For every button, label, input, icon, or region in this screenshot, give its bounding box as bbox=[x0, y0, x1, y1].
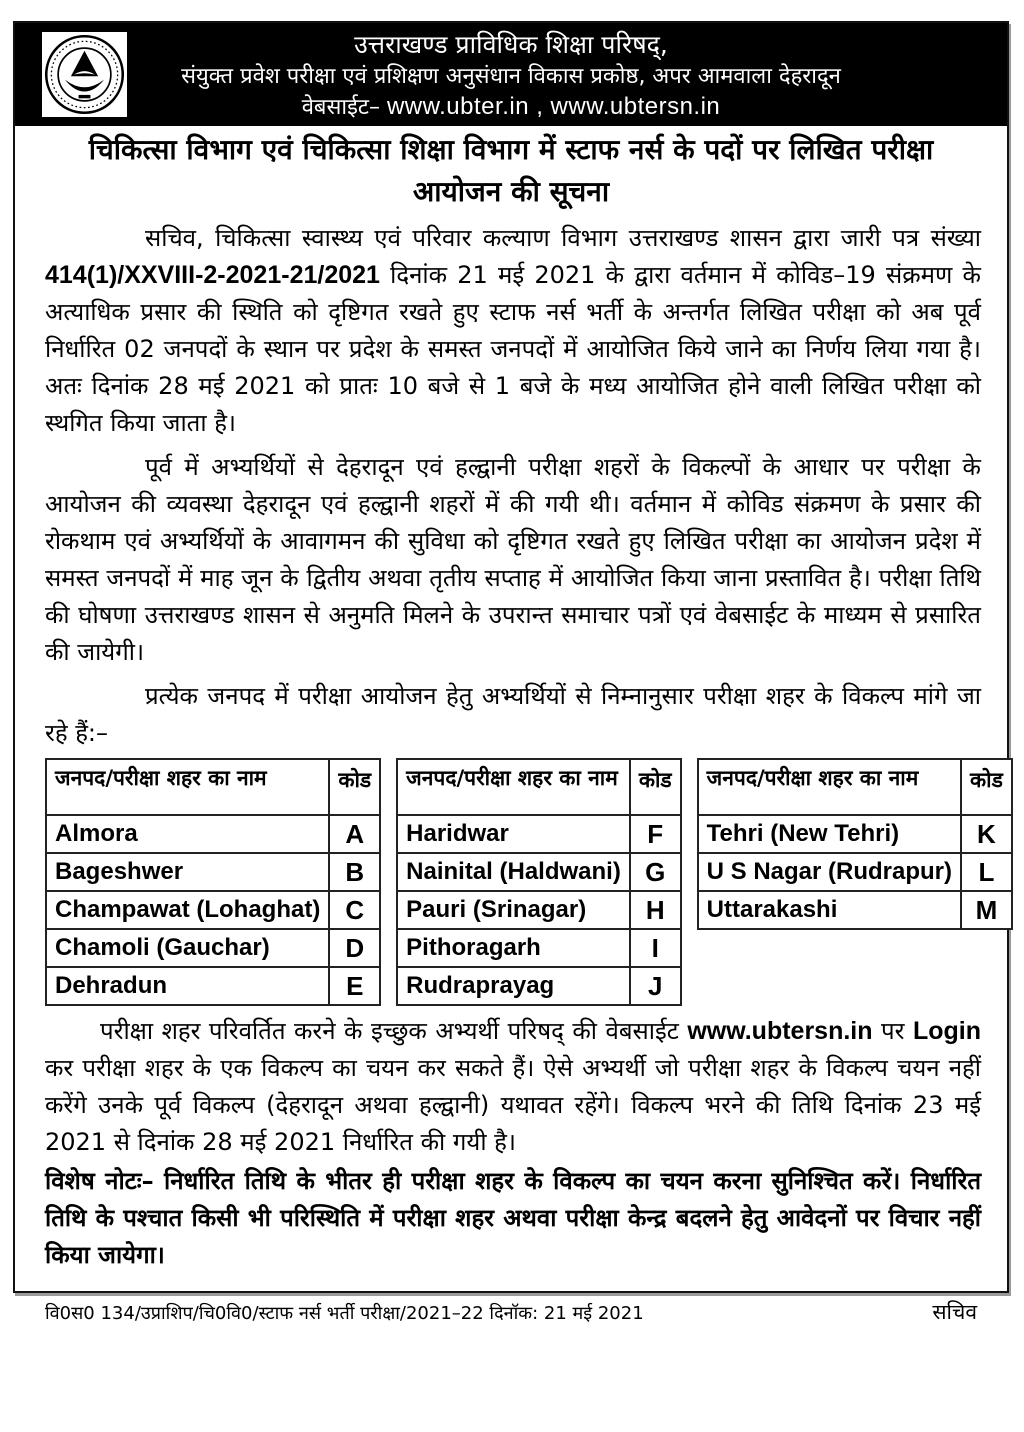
column-header-district-city: जनपद/परीक्षा शहर का नाम bbox=[46, 759, 329, 815]
table-row bbox=[397, 967, 681, 1005]
document-body bbox=[15, 220, 1007, 1326]
code-cell: A bbox=[329, 815, 380, 853]
city-table-3 bbox=[697, 758, 1013, 930]
website-label: वेबसाईट– bbox=[301, 95, 380, 120]
paragraph-options-intro: प्रत्येक जनपद में परीक्षा आयोजन हेतु अभ्यर्थियों से निम्नानुसार परीक्षा शहर के विकल्प मांगे जा रहे हैं:– bbox=[45, 682, 981, 747]
district-city-cell: Bageshwer bbox=[46, 853, 329, 891]
code-cell: B bbox=[329, 853, 380, 891]
login-word: Login bbox=[912, 1017, 981, 1045]
code-cell: K bbox=[961, 815, 1012, 853]
column-header-district-city: जनपद/परीक्षा शहर का नाम bbox=[397, 759, 630, 815]
special-note: विशेष नोटः– निर्धारित तिथि के भीतर ही परीक्षा शहर के विकल्प का चयन करना सुनिश्चित करें। निर्धारित तिथि के पश्चात किसी भी परिस्थिति में परीक्षा शहर अथवा परीक्षा केन्द्र बदलने हेतु आवेदनों पर विचार नहीं किया जायेगा। bbox=[45, 1167, 981, 1269]
table-row bbox=[46, 815, 380, 853]
table-row bbox=[698, 891, 1012, 929]
column-header-code: कोड bbox=[630, 759, 681, 815]
table-header-row bbox=[698, 759, 1012, 815]
paragraph-postponement: सचिव, चिकित्सा स्वास्थ्य एवं परिवार कल्याण विभाग उत्तराखण्ड शासन द्वारा जारी पत्र संख्या 414(1)/XXVIII-2-2021-21/2021 दिनांक 21 मई 2021 के द्वारा वर्तमान में कोविड–19 संक्रमण के अत्याधिक प्रसार की स्थिति को दृष्टिगत रखते हुए स्टाफ नर्स भर्ती के अन्तर्गत लिखित परीक्षा को अब पूर्व निर्धारित 02 जनपदों के स्थान पर प्रदेश के समस्त जनपदों में आयोजित किये जाने का निर्णय लिया गया है। अतः दिनांक 28 मई 2021 को प्रातः 10 बजे से 1 बजे के मध्य आयोजित होने वाली लिखित परीक्षा को स्थगित किया जाता है। bbox=[45, 224, 981, 437]
page-title-line2: आयोजन की सूचना bbox=[412, 175, 610, 208]
code-cell: M bbox=[961, 891, 1012, 929]
table-row bbox=[46, 929, 380, 967]
table-row bbox=[397, 853, 681, 891]
city-code-tables bbox=[45, 758, 1003, 1006]
code-cell: D bbox=[329, 929, 380, 967]
district-city-cell: Tehri (New Tehri) bbox=[698, 815, 961, 853]
letter-ref-number: 414(1)/XXVIII-2-2021-21/2021 bbox=[45, 261, 380, 289]
ubter-seal-logo-icon bbox=[42, 32, 127, 117]
code-cell: J bbox=[630, 967, 681, 1005]
signatory-label: सचिव bbox=[932, 1300, 977, 1324]
table-row bbox=[698, 853, 1012, 891]
district-city-cell: Pithoragarh bbox=[397, 929, 630, 967]
notice-document bbox=[13, 21, 1009, 1324]
table-row bbox=[397, 891, 681, 929]
code-cell: H bbox=[630, 891, 681, 929]
code-cell: I bbox=[630, 929, 681, 967]
paragraph-city-plan: पूर्व में अभ्यर्थियों से देहरादून एवं हल्द्वानी परीक्षा शहरों के विकल्पों के आधार पर परीक्षा के आयोजन की व्यवस्था देहरादून एवं हल्द्वानी शहरों में की गयी थी। वर्तमान में कोविड संक्रमण के प्रसार की रोकथाम एवं अभ्यर्थियों के आवागमन की सुविधा को दृष्टिगत रखते हुए लिखित परीक्षा का आयोजन प्रदेश में समस्त जनपदों में माह जून के द्वितीय अथवा तृतीय सप्ताह में आयोजित किया जाना प्रस्तावित है। परीक्षा तिथि की घोषणा उत्तराखण्ड शासन से अनुमति मिलने के उपरान्त समाचार पत्रों एवं वेबसाईट के माध्यम से प्रसारित की जायेगी। bbox=[45, 453, 981, 666]
district-city-cell: Nainital (Haldwani) bbox=[397, 853, 630, 891]
city-table-1 bbox=[45, 758, 381, 1006]
table-row bbox=[46, 967, 380, 1005]
code-cell: L bbox=[961, 853, 1012, 891]
district-city-cell: Dehradun bbox=[46, 967, 329, 1005]
column-header-code: कोड bbox=[329, 759, 380, 815]
table-row bbox=[46, 891, 380, 929]
table-row bbox=[397, 815, 681, 853]
table-row bbox=[397, 929, 681, 967]
website-line bbox=[15, 92, 1007, 123]
column-header-district-city: जनपद/परीक्षा शहर का नाम bbox=[698, 759, 961, 815]
org-subtitle: संयुक्त प्रवेश परीक्षा एवं प्रशिक्षण अनुसंधान विकास प्रकोष्ठ, अपर आमवाला देहरादून bbox=[181, 64, 841, 89]
table-row bbox=[46, 853, 380, 891]
footer-reference: वि0स0 134/उप्राशिप/चि0वि0/स्टाफ नर्स भर्ती परीक्षा/2021–22 दिनॉक: 21 मई 2021 bbox=[45, 1303, 644, 1324]
portal-url: www.ubtersn.in bbox=[687, 1017, 873, 1045]
code-cell: G bbox=[630, 853, 681, 891]
code-cell: C bbox=[329, 891, 380, 929]
district-city-cell: Almora bbox=[46, 815, 329, 853]
district-city-cell: Pauri (Srinagar) bbox=[397, 891, 630, 929]
page-title bbox=[15, 126, 1007, 213]
table-header-row bbox=[397, 759, 681, 815]
code-cell: E bbox=[329, 967, 380, 1005]
table-row bbox=[698, 815, 1012, 853]
column-header-code: कोड bbox=[961, 759, 1012, 815]
district-city-cell: Chamoli (Gauchar) bbox=[46, 929, 329, 967]
district-city-cell: U S Nagar (Rudrapur) bbox=[698, 853, 961, 891]
code-cell: F bbox=[630, 815, 681, 853]
district-city-cell: Uttarakashi bbox=[698, 891, 961, 929]
table-header-row bbox=[46, 759, 380, 815]
city-table-2 bbox=[396, 758, 682, 1006]
paragraph-login-instructions: परीक्षा शहर परिवर्तित करने के इच्छुक अभ्यर्थी परिषद् की वेबसाईट www.ubtersn.in पर Login कर परीक्षा शहर के एक विकल्प का चयन कर सकते हैं। ऐसे अभ्यर्थी जो परीक्षा शहर के विकल्प चयन नहीं करेंगे उनके पूर्व विकल्प (देहरादून अथवा हल्द्वानी) यथावत रहेंगे। विकल्प भरने की तिथि दिनांक 23 मई 2021 से दिनांक 28 मई 2021 निर्धारित की गयी है। bbox=[45, 1017, 981, 1156]
district-city-cell: Champawat (Lohaghat) bbox=[46, 891, 329, 929]
district-city-cell: Rudraprayag bbox=[397, 967, 630, 1005]
district-city-cell: Haridwar bbox=[397, 815, 630, 853]
footer-row bbox=[45, 1298, 981, 1326]
website-urls: www.ubter.in , www.ubtersn.in bbox=[386, 93, 721, 120]
header-band bbox=[15, 23, 1007, 126]
page-title-line1: चिकित्सा विभाग एवं चिकित्सा शिक्षा विभाग में स्टाफ नर्स के पदों पर लिखित परीक्षा bbox=[88, 133, 934, 166]
org-name: उत्तराखण्ड प्राविधिक शिक्षा परिषद्, bbox=[354, 30, 668, 59]
